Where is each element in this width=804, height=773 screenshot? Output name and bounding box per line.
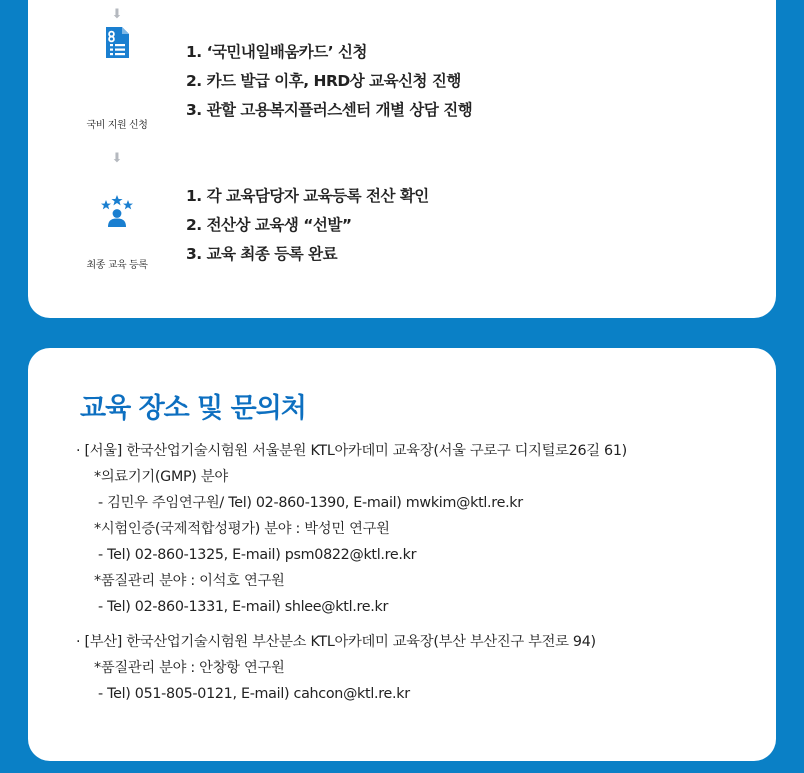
contact-detail: - Tel) 02-860-1331, E-mail) shlee@ktl.re.kr [98,599,389,615]
step-line: 2. 전산상 교육생 “선발” [186,216,352,234]
location-seoul: · [서울] 한국산업기술시험원 서울분원 KTL아카데미 교육장(서울 구로구 디지털로26길 61) [76,443,627,459]
stars-person-icon [100,194,134,228]
step-lines-registration [186,182,429,269]
contact-field: *품질관리 분야 : 안창항 연구원 [94,660,285,676]
contact-field: *의료기기(GMP) 분야 [94,469,228,485]
step-line: 3. 관할 고용복지플러스센터 개별 상담 진행 [186,101,473,119]
step-line: 1. ‘국민내일배움카드’ 신청 [186,43,367,61]
step-line: 2. 카드 발급 이후, HRD상 교육신청 진행 [186,72,461,90]
process-steps-card [28,0,776,318]
document-list-icon [100,26,134,60]
contact-card [28,348,776,761]
contact-title: 교육 장소 및 문의처 [80,393,306,424]
step-label-grant: 국비 지원 신청 [86,120,148,131]
contact-body [76,438,766,707]
contact-detail: - 김민우 주임연구원/ Tel) 02-860-1390, E-mail) mwkim@ktl.re.kr [98,495,523,511]
contact-field: *품질관리 분야 : 이석호 연구원 [94,573,285,589]
contact-field: *시험인증(국제적합성평가) 분야 : 박성민 연구원 [94,521,390,537]
step-line: 1. 각 교육담당자 교육등록 전산 확인 [186,187,429,205]
step-line: 3. 교육 최종 등록 완료 [186,245,338,263]
location-busan: · [부산] 한국산업기술시험원 부산분소 KTL아카데미 교육장(부산 부산진구 부전로 94) [76,634,596,650]
down-arrow-icon: ⬇ [111,151,123,166]
step-label-registration: 최종 교육 등록 [86,260,148,271]
contact-detail: - Tel) 02-860-1325, E-mail) psm0822@ktl.re.kr [98,547,417,563]
step-lines-grant [186,38,472,125]
contact-detail: - Tel) 051-805-0121, E-mail) cahcon@ktl.re.kr [98,686,410,702]
down-arrow-icon: ⬇ [111,7,123,22]
